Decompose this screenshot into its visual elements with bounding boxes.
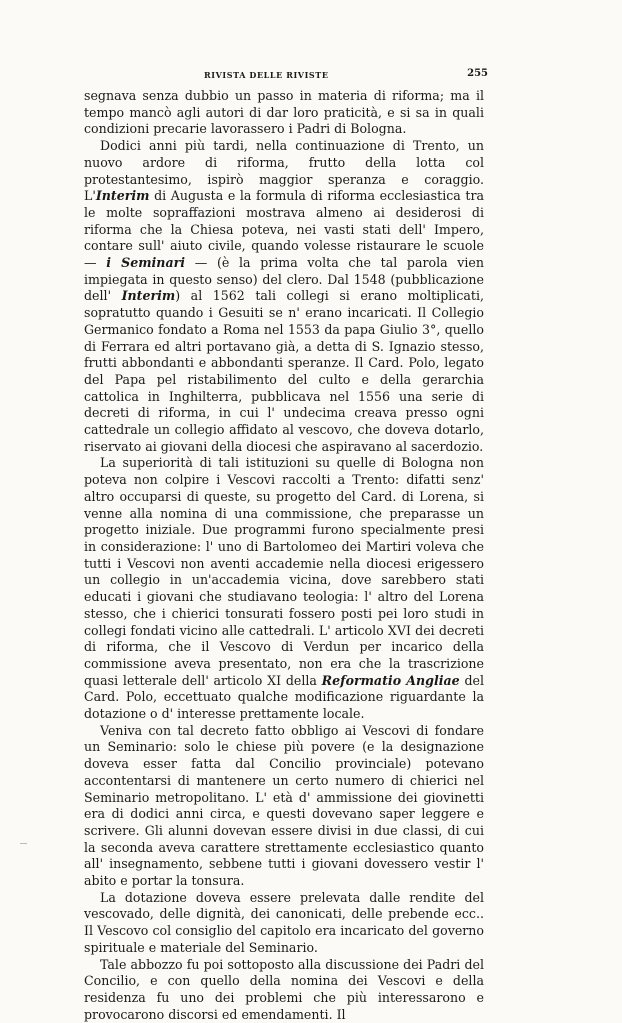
paragraph bbox=[84, 957, 484, 1023]
text-run: La superiorità di tali istituzioni su quelle di Bologna non poteva non colpire i Vescovi raccolti a Trento: difatti senz' altro occuparsi di queste, su progetto del Card. di Lorena, si venne alla nomina di una commissione, che preparasse un progetto iniziale. Due programmi furono specialmente presi in considerazione: l' uno di Bartolomeo dei Martiri voleva che tutti i Vescovi non aventi accademie nella diocesi erigessero un collegio in un'accademia vicina, dove sarebbero stati educati i giovani che studiavano teologia: l' altro del Lorena stesso, che i chierici tonsurati fossero posti pei loro studi in collegi fondati vicino alle cattedrali. L' articolo XVI dei decreti di riforma, che il Vescovo di Verdun per incarico della commissione aveva presentato, non era che la trascrizione quasi letterale dell' articolo XI della bbox=[84, 455, 484, 688]
italic-text: Interim bbox=[95, 188, 150, 204]
body-text bbox=[84, 88, 484, 1023]
paragraph bbox=[84, 88, 484, 138]
paragraph bbox=[84, 455, 484, 722]
text-run: La dotazione doveva essere prelevata dalle rendite del vescovado, delle dignità, dei canonicati, delle prebende ecc.. Il Vescovo col consiglio del capitolo era incaricato del governo spirituale e materiale del Seminario. bbox=[84, 889, 484, 955]
paragraph bbox=[84, 138, 484, 455]
text-run: di Augusta e la formula di riforma ecclesiastica tra le molte sopraffazioni mostrava almeno ai desiderosi di riforma che la Chiesa poteva, nei vasti stati dell' Impero, contare sull' aiuto civile, quando volesse ristaurare le scuole — bbox=[84, 188, 484, 271]
text-run: segnava senza dubbio un passo in materia di riforma; ma il tempo mancò agli autori di dar loro praticità, e si sa in quali condizioni precarie lavorassero i Padri di Bologna. bbox=[84, 88, 484, 137]
text-run: Dodici anni più tardi, nella continuazione di Trento, un nuovo ardore di riforma, frutto della lotta col protestantesimo, ispirò maggior speranza e coraggio. L' bbox=[84, 138, 484, 204]
page bbox=[84, 68, 488, 1023]
paragraph bbox=[84, 723, 484, 890]
italic-text: i Seminari bbox=[106, 255, 186, 271]
text-run: ) al 1562 tali collegi si erano moltiplicati, sopratutto quando i Gesuiti se n' erano incaricati. Il Collegio Germanico fondato a Roma nel 1553 da papa Giulio 3°, quello di Ferrara ed altri portavano già, a detta di S. Ignazio stesso, frutti abbondanti e abbondanti speranze. Il Card. Polo, legato del Papa pel ristabilimento del culto e della gerarchia cattolica in Inghilterra, pubblicava nel 1556 una serie di decreti di riforma, in cui l' undecima creava presso ogni cattedrale un collegio affidato al vescovo, che doveva dotarlo, riservato ai giovani della diocesi che aspiravano al sacerdozio. bbox=[84, 288, 484, 454]
italic-text: Interim bbox=[121, 288, 176, 304]
scan-edge-mark bbox=[20, 843, 27, 844]
text-run: — (è la prima volta che tal parola vien impiegata in questo senso) del clero. Dal 1548 (pubblicazione dell' bbox=[84, 255, 484, 304]
running-title: RIVISTA DELLE RIVISTE bbox=[204, 70, 329, 80]
italic-text: Reformatio Angliae bbox=[321, 672, 460, 688]
text-run: Veniva con tal decreto fatto obbligo ai Vescovi di fondare un Seminario: solo le chiese più povere (e la designazione doveva esser fatta dal Concilio provinciale) potevano accontentarsi di mantenere un certo numero di chierici nel Seminario metropolitano. L' età d' ammissione dei giovinetti era di dodici anni circa, e questi dovevano saper leggere e scrivere. Gli alunni dovevan essere divisi in due classi, di cui la seconda aveva carattere strettamente ecclesiastico quanto all' insegnamento, sebbene tutti i giovani dovessero vestir l' abito e portar la tonsura. bbox=[84, 722, 484, 889]
text-run: Tale abbozzo fu poi sottoposto alla discussione dei Padri del Concilio, e con quello della nomina dei Vescovi e della residenza fu uno dei problemi che più interessarono e provocarono discorsi ed emendamenti. Il bbox=[84, 956, 484, 1022]
page-number: 255 bbox=[467, 68, 488, 79]
text-run: del Card. Polo, eccettuato qualche modificazione riguardante la dotazione o d' interesse prettamente locale. bbox=[84, 672, 484, 722]
running-head bbox=[84, 68, 488, 82]
